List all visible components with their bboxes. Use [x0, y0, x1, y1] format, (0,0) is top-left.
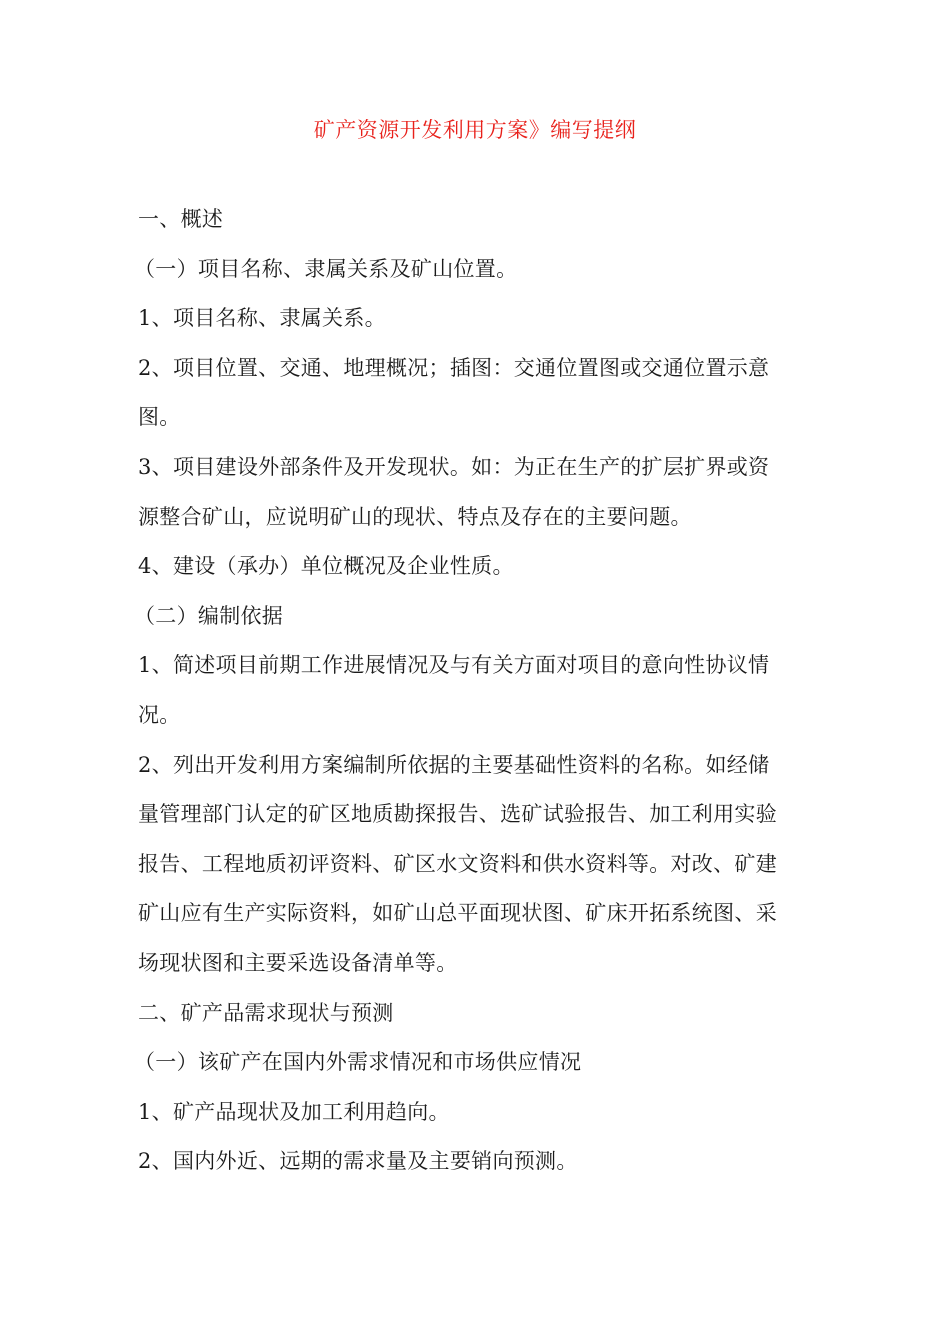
paragraph-line: 矿山应有生产实际资料，如矿山总平面现状图、矿床开拓系统图、采: [138, 901, 777, 926]
paragraph-line: 图。: [138, 405, 181, 430]
document-title: 矿产资源开发利用方案》编写提纲: [313, 118, 637, 142]
paragraph-line: 1、项目名称、隶属关系。: [138, 306, 386, 331]
document-body: [134, 195, 818, 1187]
paragraph-line: 源整合矿山，应说明矿山的现状、特点及存在的主要问题。: [138, 504, 692, 529]
section-heading: 二、矿产品需求现状与预测: [138, 1000, 394, 1025]
section-heading: 一、概述: [138, 207, 224, 231]
paragraph-line: 3、项目建设外部条件及开发现状。如：为正在生产的扩层扩界或资: [138, 454, 770, 479]
paragraph-line: 4、建设（承办）单位概况及企业性质。: [138, 554, 514, 579]
subsection-heading: （二）编制依据: [134, 603, 284, 628]
paragraph-line: 量管理部门认定的矿区地质勘探报告、选矿试验报告、加工利用实验: [138, 802, 777, 827]
paragraph-line: 2、列出开发利用方案编制所依据的主要基础性资料的名称。如经储: [138, 752, 770, 777]
subsection-heading: （一）该矿产在国内外需求情况和市场供应情况: [134, 1050, 582, 1075]
subsection-heading: （一）项目名称、隶属关系及矿山位置。: [134, 256, 518, 281]
paragraph-line: 场现状图和主要采选设备清单等。: [138, 950, 458, 975]
paragraph-line: 2、项目位置、交通、地理概况；插图：交通位置图或交通位置示意: [138, 355, 770, 380]
paragraph-line: 报告、工程地质初评资料、矿区水文资料和供水资料等。对改、矿建: [138, 851, 777, 876]
paragraph-line: 2、国内外近、远期的需求量及主要销向预测。: [138, 1149, 578, 1174]
paragraph-line: 1、矿产品现状及加工利用趋向。: [138, 1099, 450, 1124]
paragraph-line: 1、简述项目前期工作进展情况及与有关方面对项目的意向性协议情: [138, 653, 770, 678]
paragraph-line: 况。: [138, 702, 181, 727]
